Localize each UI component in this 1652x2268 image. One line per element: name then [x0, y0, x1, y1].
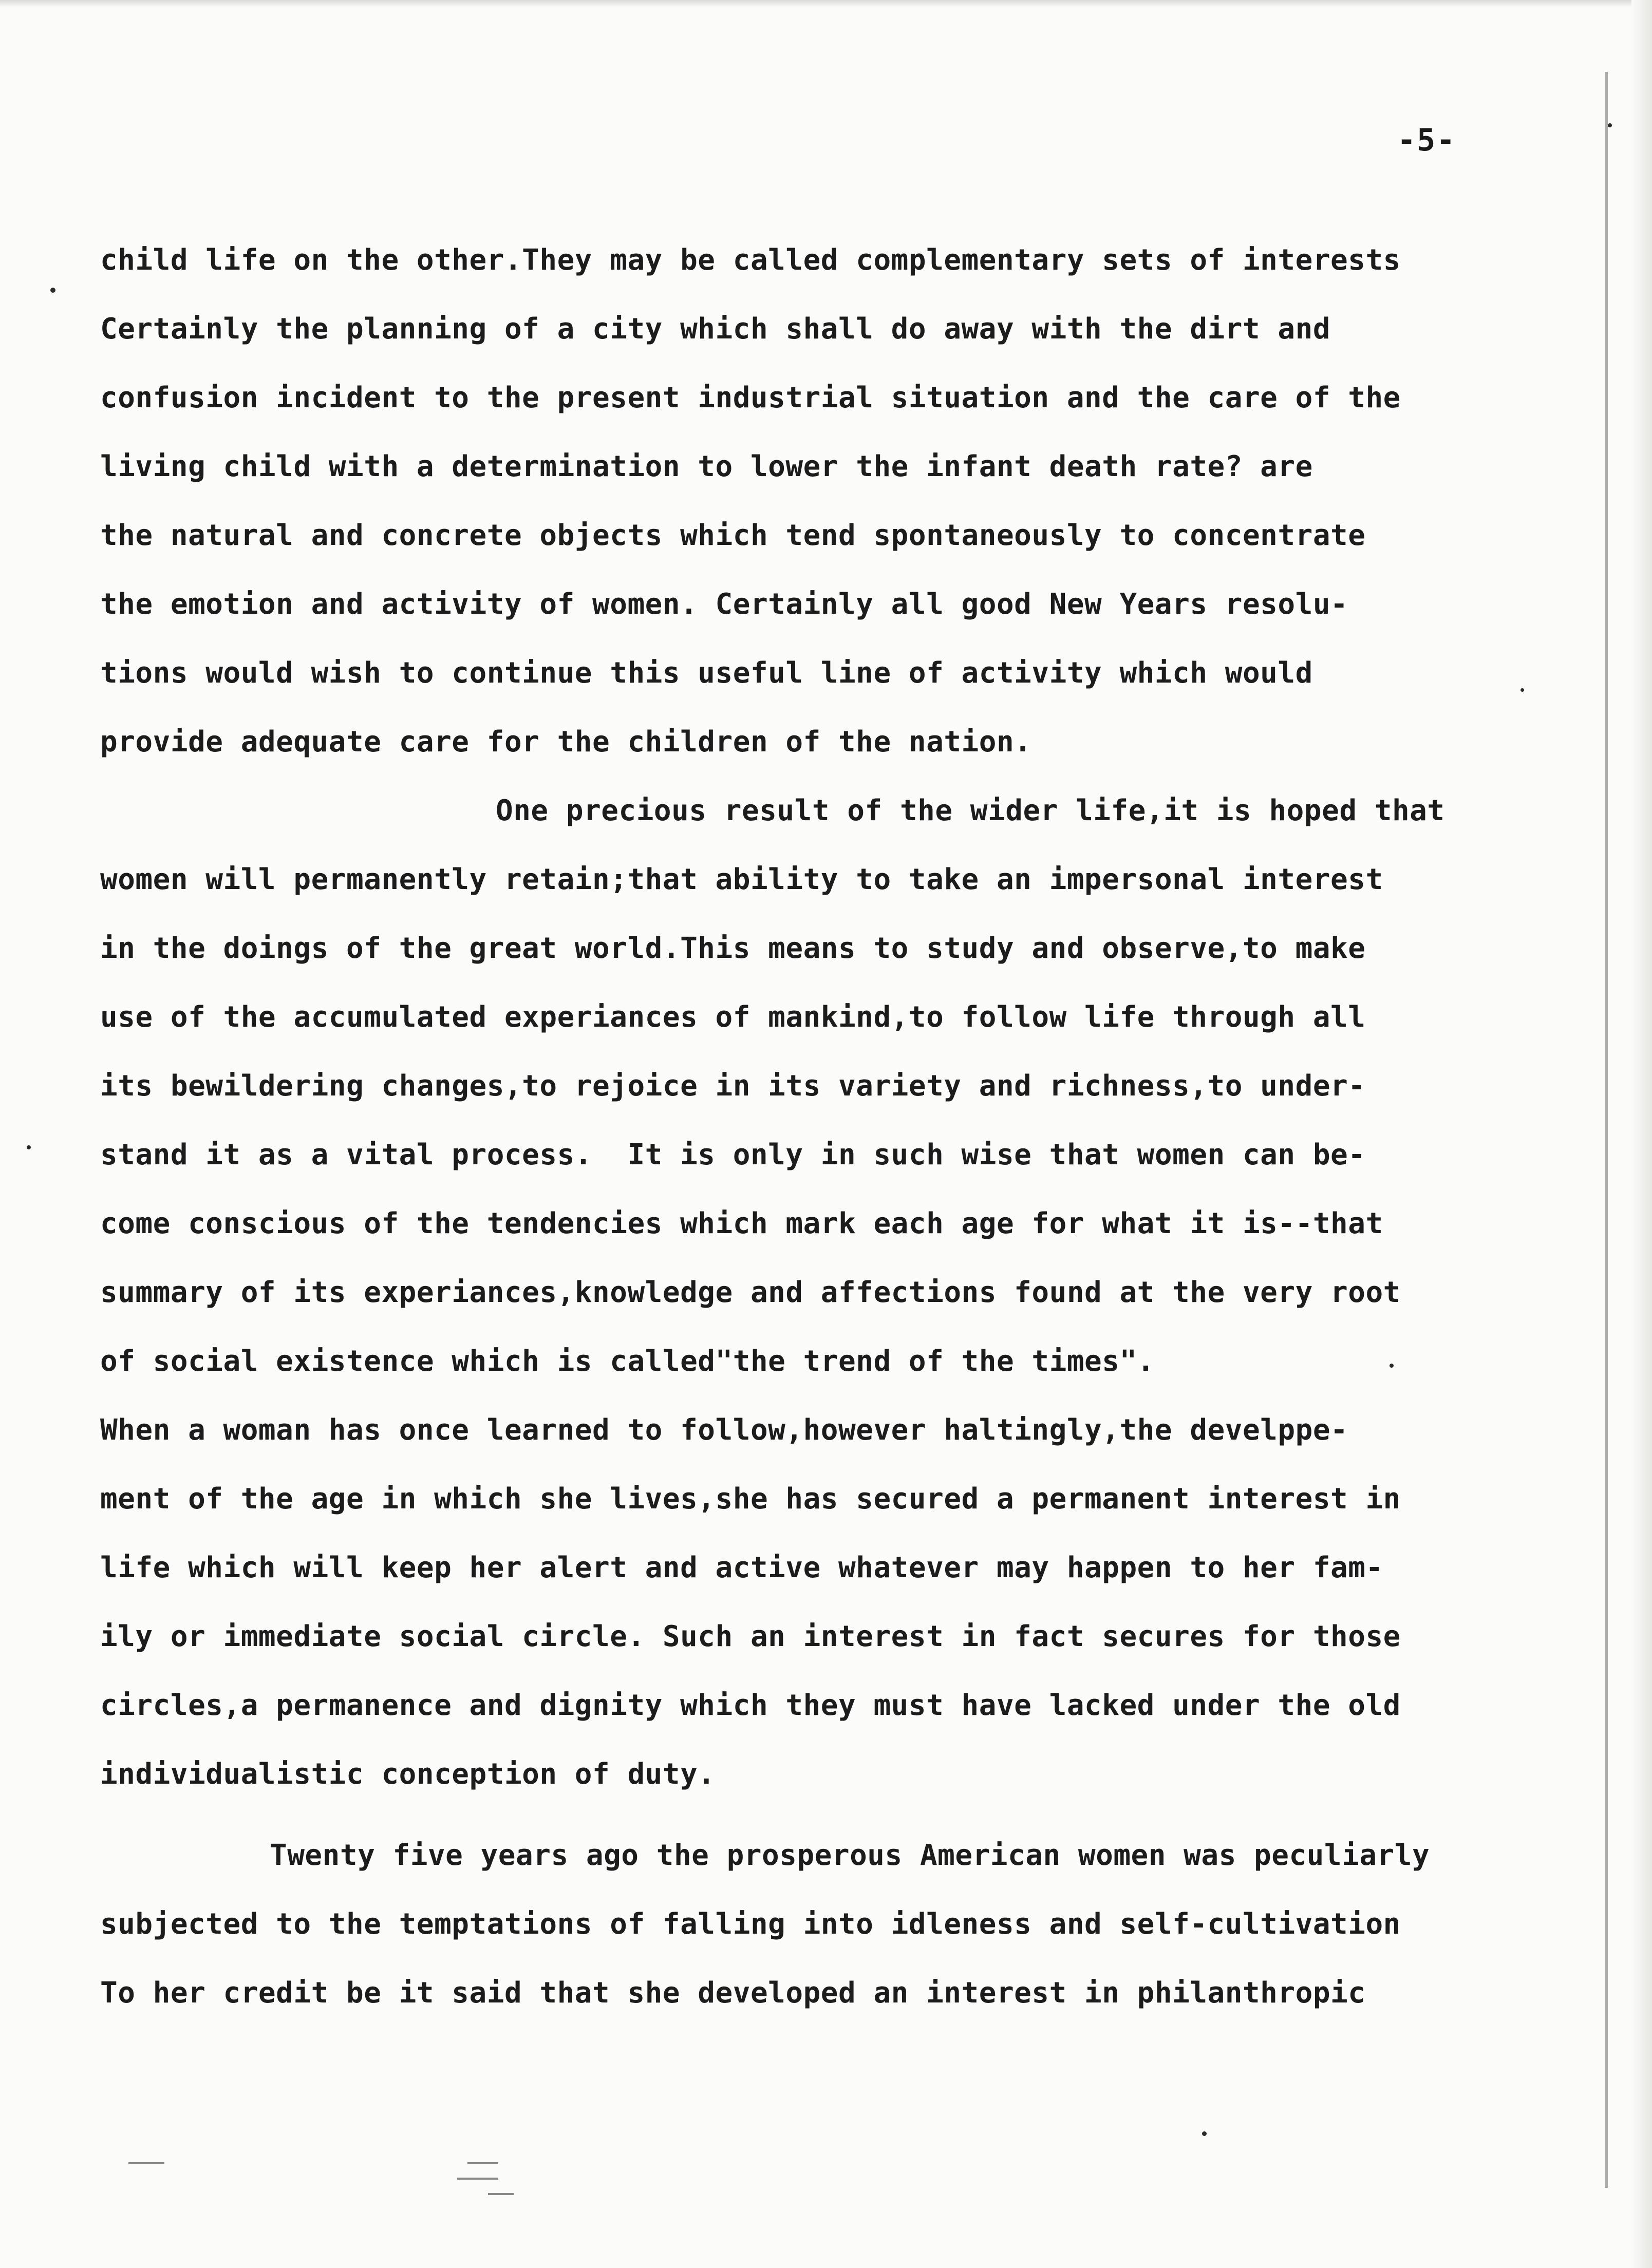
scan-speck	[50, 288, 55, 293]
text-line: stand it as a vital process. It is only in such wise that women can be-	[100, 1138, 1366, 1171]
scan-mark	[467, 2162, 498, 2164]
text-line: tions would wish to continue this useful line of activity which would	[100, 656, 1313, 690]
text-line: child life on the other.They may be called complementary sets of interests	[100, 243, 1401, 277]
text-line: ily or immediate social circle. Such an interest in fact secures for those	[100, 1620, 1401, 1653]
text-line: come conscious of the tendencies which mark each age for what it is--that	[100, 1207, 1383, 1240]
body-text	[100, 226, 1580, 2028]
scan-footer-marks	[128, 2147, 539, 2208]
text-line: in the doings of the great world.This means to study and observe,to make	[100, 932, 1366, 965]
scan-mark	[488, 2193, 514, 2195]
scan-edge-right	[1631, 0, 1652, 2268]
text-line: the emotion and activity of women. Certainly all good New Years resolu-	[100, 588, 1348, 621]
text-line: use of the accumulated experiances of mankind,to follow life through all	[100, 1000, 1366, 1034]
text-line: Certainly the planning of a city which shall do away with the dirt and	[100, 312, 1331, 346]
text-line: summary of its experiances,knowledge and affections found at the very root	[100, 1276, 1401, 1309]
scan-speck	[1202, 2131, 1207, 2136]
page-number: -5-	[1397, 122, 1456, 158]
text-line: the natural and concrete objects which tend spontaneously to concentrate	[100, 519, 1366, 552]
text-line: circles,a permanence and dignity which they must have lacked under the old	[100, 1689, 1401, 1722]
scan-edge-top	[0, 0, 1652, 7]
paragraph-start-line: When a woman has once learned to follow,however haltingly,the develppe-	[100, 1413, 1348, 1447]
text-line: subjected to the temptations of falling into idleness and self-cultivation	[100, 1907, 1401, 1941]
right-margin-rule	[1605, 72, 1608, 2188]
text-line: confusion incident to the present industrial situation and the care of the	[100, 381, 1401, 414]
scan-mark	[128, 2162, 164, 2164]
scan-speck	[1608, 123, 1612, 127]
text-line: To her credit be it said that she developed an interest in philanthropic	[100, 1976, 1366, 2010]
paragraph-start-line: Twenty five years ago the prosperous American women was peculiarly	[270, 1839, 1430, 1872]
text-line: individualistic conception of duty.	[100, 1757, 716, 1791]
text-line: ment of the age in which she lives,she has secured a permanent interest in	[100, 1482, 1401, 1516]
text-line: of social existence which is called"the trend of the times".	[100, 1345, 1155, 1378]
text-line: women will permanently retain;that ability to take an impersonal interest	[100, 863, 1383, 896]
text-line: living child with a determination to lower the infant death rate? are	[100, 450, 1313, 483]
scan-speck	[27, 1145, 31, 1149]
text-line: provide adequate care for the children of the nation.	[100, 725, 1032, 759]
text-line: life which will keep her alert and active whatever may happen to her fam-	[100, 1551, 1383, 1584]
paragraph-start-line: One precious result of the wider life,it is hoped that	[496, 794, 1445, 827]
text-line: its bewildering changes,to rejoice in its variety and richness,to under-	[100, 1069, 1366, 1103]
scan-mark	[457, 2178, 498, 2180]
